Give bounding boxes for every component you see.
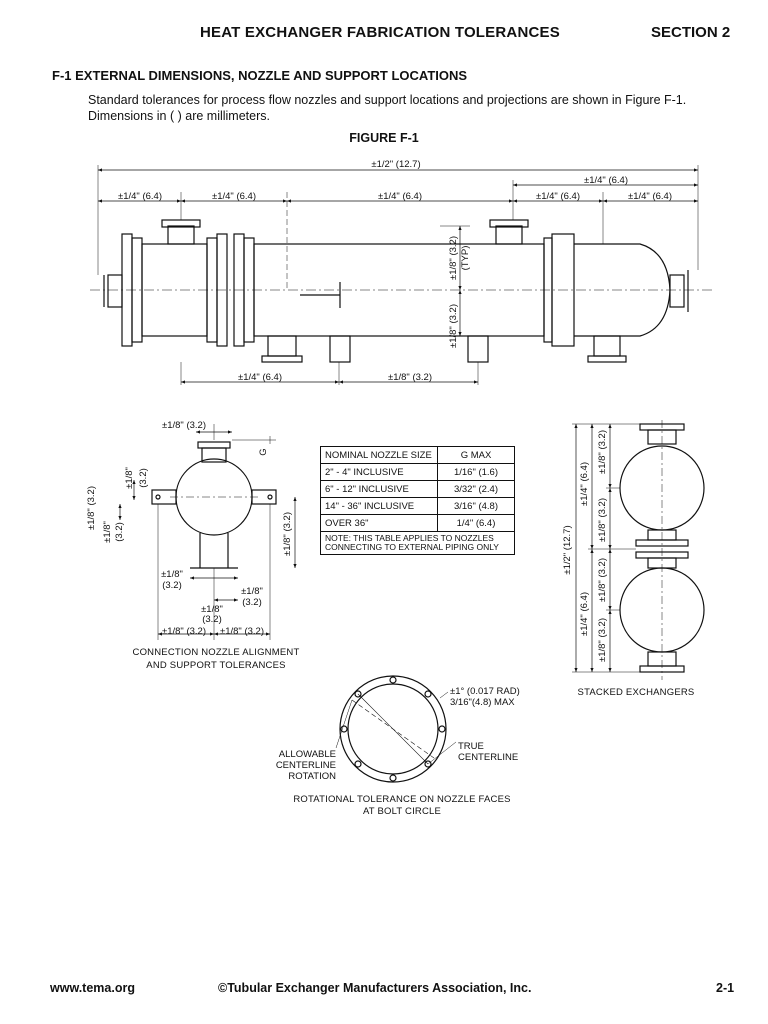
nz-caption-1: CONNECTION NOZZLE ALIGNMENT [132, 647, 300, 658]
table-row [321, 464, 515, 481]
st-d1: ±1/8" (3.2) [597, 430, 608, 474]
footer-website: www.tema.org [50, 981, 135, 995]
nz-lower-a: ±1/8" [161, 569, 183, 580]
dim-right-span: ±1/4" (6.4) [584, 175, 628, 186]
dim-bottom-right: ±1/8" (3.2) [388, 372, 432, 383]
nz-lower-b2: (3.2) [242, 597, 262, 608]
rot-max: 3/16"(4.8) MAX [450, 697, 515, 708]
table-row [321, 515, 515, 532]
table-cell: 1/16" (1.6) [438, 464, 515, 481]
st-d2: ±1/8" (3.2) [597, 498, 608, 542]
nz-caption-2: AND SUPPORT TOLERANCES [146, 660, 286, 671]
rot-caption-1: ROTATIONAL TOLERANCE ON NOZZLE FACES [293, 794, 511, 805]
nz-lower-b: ±1/8" [241, 586, 263, 597]
dim-seg-1: ±1/4" (6.4) [118, 191, 162, 202]
table-note-row [321, 532, 515, 555]
table-cell: 6" - 12" INCLUSIVE [321, 481, 438, 498]
table-cell: 3/16" (4.8) [438, 498, 515, 515]
nz-upper-small2: (3.2) [138, 468, 149, 488]
st-overall: ±1/2" (12.7) [562, 525, 573, 575]
nz-bottom-right: ±1/8" (3.2) [220, 626, 264, 637]
rot-allow-1: ALLOWABLE [278, 749, 336, 760]
dim-bottom-left: ±1/4" (6.4) [238, 372, 282, 383]
footer-page-number: 2-1 [716, 981, 735, 995]
nz-left-a: ±1/8" (3.2) [86, 486, 97, 530]
st-caption: STACKED EXCHANGERS [577, 687, 695, 698]
table-header-cell: G MAX [438, 447, 515, 464]
table-cell: 1/4" (6.4) [438, 515, 515, 532]
table-header-cell: NOMINAL NOZZLE SIZE [321, 447, 438, 464]
nz-top: ±1/8" (3.2) [162, 420, 206, 431]
rot-true-2: CENTERLINE [458, 752, 519, 763]
nz-right: ±1/8" (3.2) [282, 512, 293, 556]
table-cell: 3/32" (2.4) [438, 481, 515, 498]
dim-seg-2: ±1/4" (6.4) [212, 191, 256, 202]
table-header-row [321, 447, 515, 464]
dim-vert-upper: ±1/8" (3.2) [448, 236, 459, 280]
dim-overall: ±1/2" (12.7) [371, 159, 421, 170]
section-heading: F-1 EXTERNAL DIMENSIONS, NOZZLE AND SUPPORT LOCATIONS [52, 68, 468, 83]
dim-seg-3: ±1/4" (6.4) [378, 191, 422, 202]
st-d4: ±1/8" (3.2) [597, 618, 608, 662]
dim-vert-lower: ±1/8" (3.2) [448, 304, 459, 348]
dim-seg-4: ±1/4" (6.4) [536, 191, 580, 202]
rot-caption-2: AT BOLT CIRCLE [362, 806, 442, 817]
nz-g: G [258, 448, 269, 456]
figure-title: FIGURE F-1 [349, 131, 419, 145]
table-row [321, 498, 515, 515]
rot-allow-3: ROTATION [288, 771, 336, 782]
rot-true-1: TRUE [458, 741, 484, 752]
st-d3: ±1/8" (3.2) [597, 558, 608, 602]
nz-bottom-left: ±1/8" (3.2) [162, 626, 206, 637]
table-cell: 14" - 36" INCLUSIVE [321, 498, 438, 515]
nz-lower-c2: (3.2) [202, 614, 222, 625]
table-cell: 2" - 4" INCLUSIVE [321, 464, 438, 481]
nz-lower-a2: (3.2) [162, 580, 182, 591]
st-lower-outer: ±1/4" (6.4) [579, 592, 590, 636]
page-header-section: SECTION 2 [651, 24, 731, 41]
stacked-view-labels [562, 430, 694, 698]
intro-paragraph: Standard tolerances for process flow nozzles and support locations and projections are shown in Figure F-1. Dimensions in ( ) are millimeters. [88, 93, 687, 123]
nz-upper-small: ±1/8" [124, 467, 135, 489]
nz-left-b: ±1/8" [102, 521, 113, 543]
rotation-view-labels [276, 686, 520, 817]
table-cell: OVER 36" [321, 515, 438, 532]
rot-angle: ±1° (0.017 RAD) [450, 686, 520, 697]
nozzle-size-table [320, 446, 515, 555]
dim-typ: (TYP) [460, 245, 471, 271]
rot-allow-2: CENTERLINE [275, 760, 336, 771]
nz-left-b2: (3.2) [114, 522, 125, 542]
dim-seg-5: ±1/4" (6.4) [628, 191, 672, 202]
st-upper-outer: ±1/4" (6.4) [579, 462, 590, 506]
page-header-title: HEAT EXCHANGER FABRICATION TOLERANCES [200, 24, 560, 41]
table-note: NOTE: THIS TABLE APPLIES TO NOZZLES CONNECTING TO EXTERNAL PIPING ONLY [321, 532, 515, 555]
nozzle-view-labels [86, 420, 299, 671]
nz-lower-c: ±1/8" [201, 604, 223, 615]
table-row [321, 481, 515, 498]
footer-copyright: ©Tubular Exchanger Manufacturers Association, Inc. [218, 981, 532, 995]
bolt-circle-view [336, 676, 456, 782]
top-view-labels [118, 159, 672, 383]
